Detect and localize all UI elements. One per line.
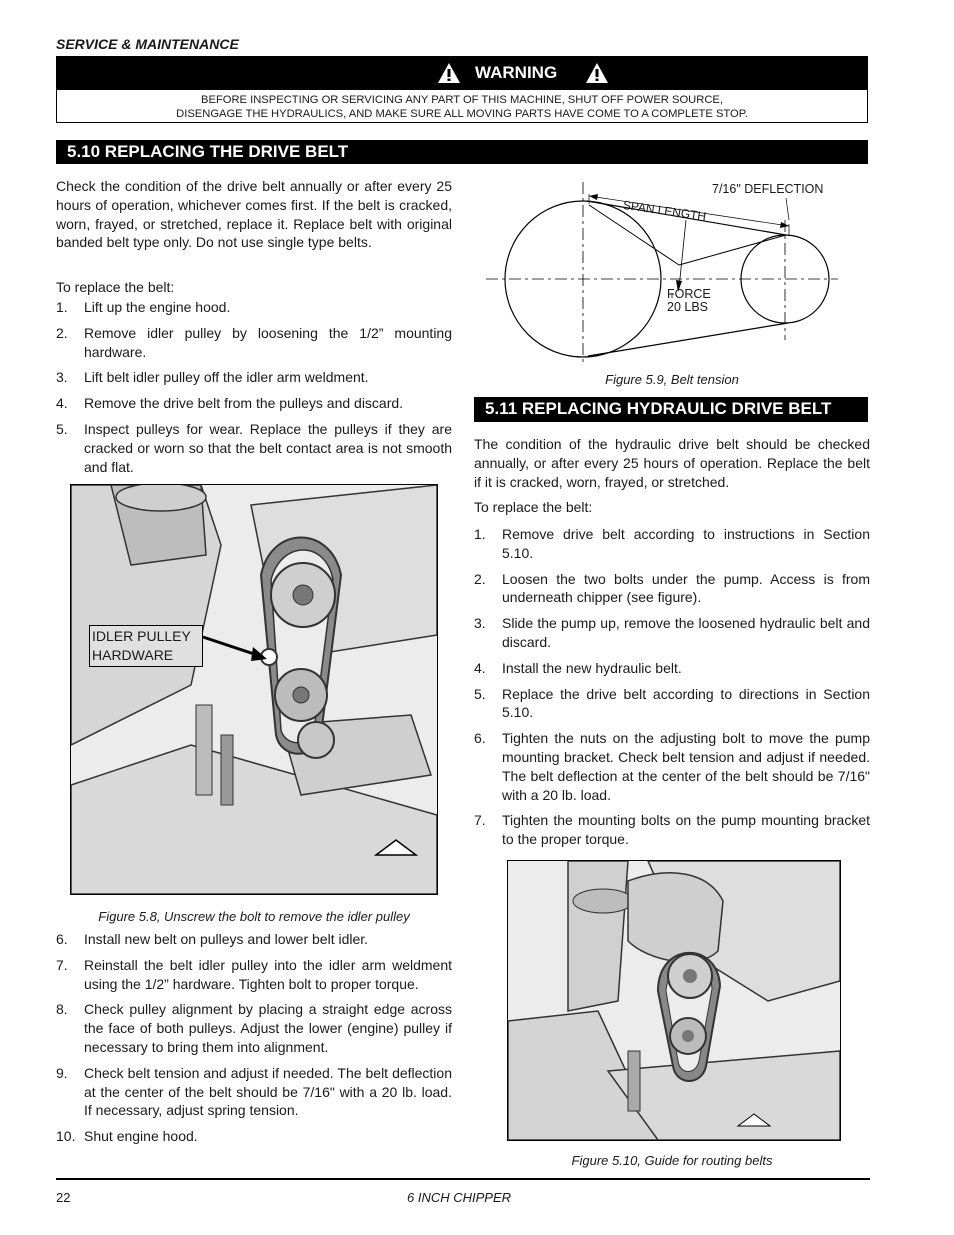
deflection-label: 7/16" DEFLECTION — [712, 182, 824, 196]
footer-rule — [56, 1178, 870, 1180]
step-text: Loosen the two bolts under the pump. Access is from underneath chipper (see figure). — [502, 570, 870, 606]
figure-5-8-caption: Figure 5.8, Unscrew the bolt to remove the idler pulley — [98, 909, 410, 924]
warning-triangle-icon — [585, 62, 609, 84]
steps-list-a — [56, 298, 452, 483]
callout-line: HARDWARE — [92, 647, 174, 663]
step-number: 5. — [56, 420, 68, 437]
step-text: Lift belt idler pulley off the idler arm weldment. — [84, 369, 369, 386]
step-number: 2. — [56, 324, 68, 341]
warning-title: WARNING — [475, 63, 558, 82]
figure-5-9-caption: Figure 5.9, Belt tension — [605, 372, 739, 387]
step-text: Check belt tension and adjust if needed. The belt deflection at the center of the belt should be 7/16" with a 20 lb. load. If necessary, adjust spring tension. — [84, 1064, 452, 1119]
step-text: Slide the pump up, remove the loosened hydraulic belt and discard. — [502, 615, 870, 650]
figure-5-10-photo — [507, 860, 841, 1141]
step-text: Install the new hydraulic belt. — [502, 659, 682, 676]
list-item — [56, 1127, 452, 1146]
list-item — [56, 930, 452, 949]
list-item — [56, 298, 452, 317]
warning-header — [57, 57, 867, 90]
intro-paragraph-5-11: The condition of the hydraulic drive belt should be checked annually, or after every 25 hours of operation. Replace the belt if it is cracked, worn, frayed, or stretched. — [474, 436, 870, 490]
belt-routing-illustration — [508, 861, 840, 1140]
section-heading-5-11: 5.11 REPLACING HYDRAULIC DRIVE BELT — [474, 397, 868, 422]
figure-5-9-diagram — [486, 180, 838, 365]
warning-box — [56, 56, 868, 123]
list-item — [474, 614, 870, 652]
list-item — [474, 811, 870, 849]
list-item — [56, 1064, 452, 1120]
figure-5-10-caption: Figure 5.10, Guide for routing belts — [571, 1153, 773, 1168]
list-item — [56, 368, 452, 387]
step-number: 6. — [474, 730, 486, 747]
idler-pulley-callout — [89, 625, 203, 667]
list-item — [56, 420, 452, 476]
list-item — [474, 685, 870, 723]
footer-title: 6 INCH CHIPPER — [407, 1190, 512, 1205]
step-number: 1. — [56, 299, 68, 315]
step-number: 2. — [474, 570, 486, 587]
step-text: Install new belt on pulleys and lower belt idler. — [84, 931, 369, 947]
step-text: Shut engine hood. — [84, 1128, 198, 1145]
step-text: Reinstall the belt idler pulley into the idler arm weldment using the 1/2” hardware. Tighten bolt to proper torque. — [84, 956, 452, 992]
list-item — [56, 324, 452, 362]
step-number: 9. — [56, 1064, 68, 1081]
step-text: Inspect pulleys for wear. Replace the pulleys if they are cracked or worn so that the belt contact area is not smooth and flat. — [84, 420, 452, 475]
page-number: 22 — [56, 1190, 71, 1205]
intro-paragraph: Check the condition of the drive belt annually or after every 25 hours of operation, whichever comes first. If the belt is cracked, worn, frayed, or stretched, replace it. Replace belt with original banded belt type only. Do not use single type belts. — [56, 178, 452, 251]
step-text: Remove the drive belt from the pulleys and discard. — [84, 395, 404, 412]
step-text: Tighten the nuts on the adjusting bolt to move the pump mounting bracket. Check belt tension and adjust if needed. The belt deflection at the center of the belt should be 7/16" with a 20 lb. load. — [502, 730, 870, 803]
step-text: Tighten the mounting bolts on the pump mounting bracket to the proper torque. — [502, 812, 870, 848]
force-label — [667, 288, 711, 314]
step-text: Lift up the engine hood. — [84, 299, 231, 315]
list-item — [474, 570, 870, 608]
list-item — [56, 1000, 452, 1056]
list-item — [474, 659, 870, 678]
warning-line: DISENGAGE THE HYDRAULICS, AND MAKE SURE ALL MOVING PARTS HAVE COME TO A COMPLETE STOP. — [176, 108, 748, 120]
step-text: Check pulley alignment by placing a straight edge across the face of both pulleys. Adjust the lower (engine) pulley if necessary to bring them into alignment. — [84, 1001, 452, 1055]
step-number: 5. — [474, 685, 486, 702]
step-number: 3. — [56, 369, 68, 386]
steps-list-b — [56, 930, 452, 1153]
step-number: 10. — [56, 1128, 76, 1145]
warning-line: BEFORE INSPECTING OR SERVICING ANY PART OF THIS MACHINE, SHUT OFF POWER SOURCE, — [201, 94, 723, 106]
step-number: 8. — [56, 1001, 68, 1018]
list-item — [56, 394, 452, 413]
warning-triangle-icon — [437, 62, 461, 84]
force-line: FORCE — [667, 287, 711, 301]
list-item — [474, 729, 870, 804]
step-text: Remove drive belt according to instructions in Section 5.10. — [502, 526, 870, 561]
step-number: 7. — [474, 812, 486, 829]
step-number: 6. — [56, 931, 68, 947]
step-number: 7. — [56, 956, 68, 973]
section-label: SERVICE & MAINTENANCE — [56, 36, 239, 52]
step-text: Remove idler pulley by loosening the 1/2” mounting hardware. — [84, 324, 452, 360]
step-number: 4. — [474, 659, 486, 676]
list-item — [56, 956, 452, 994]
step-number: 4. — [56, 395, 68, 412]
step-number: 3. — [474, 615, 486, 632]
steps-list-5-11 — [474, 525, 870, 856]
figure-5-8-photo — [70, 484, 438, 895]
section-heading-5-10: 5.10 REPLACING THE DRIVE BELT — [56, 140, 868, 164]
callout-line: IDLER PULLEY — [92, 628, 191, 644]
force-line: 20 LBS — [667, 300, 709, 314]
to-replace-label-5-11: To replace the belt: — [474, 499, 593, 515]
warning-text — [57, 93, 867, 121]
step-text: Replace the drive belt according to directions in Section 5.10. — [502, 685, 870, 721]
belt-drive-illustration — [71, 485, 437, 894]
list-item — [474, 525, 870, 563]
span-length-label: SPAN LENGTH — [622, 198, 707, 224]
step-number: 1. — [474, 526, 486, 542]
to-replace-label: To replace the belt: — [56, 279, 175, 295]
